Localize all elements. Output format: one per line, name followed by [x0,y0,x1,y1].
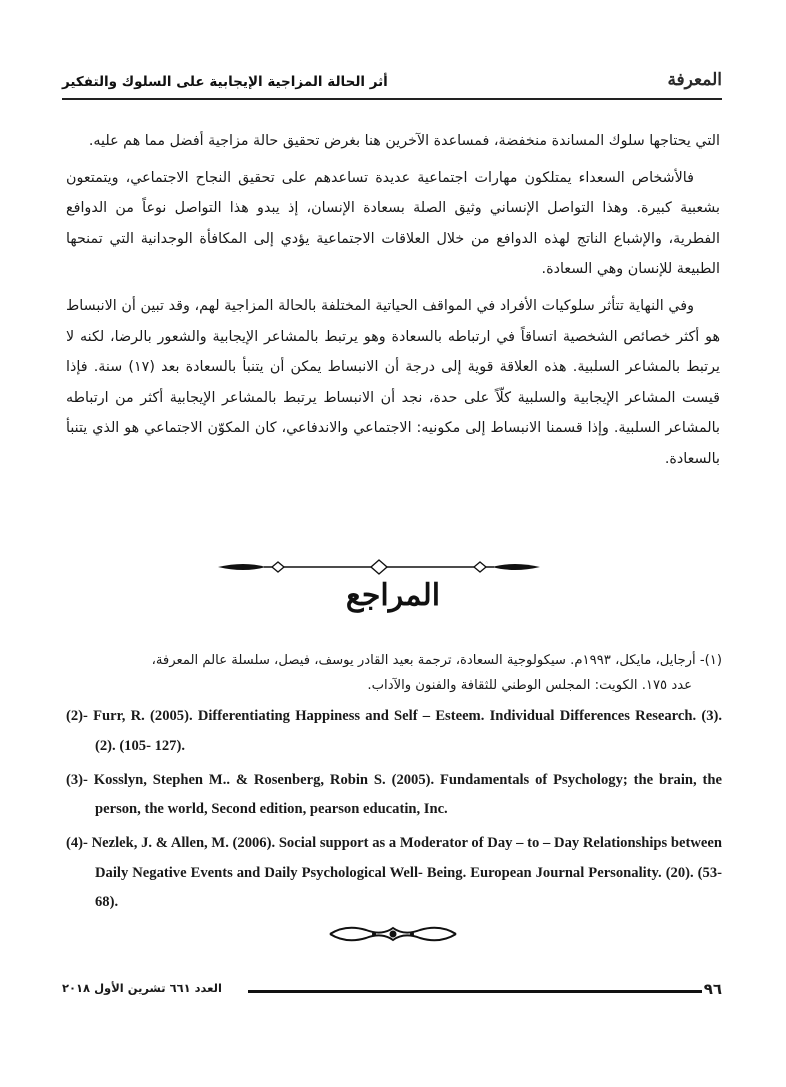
references-heading: المراجع [345,578,441,613]
issue-info: العدد ٦٦١ تشرين الأول ٢٠١٨ [62,981,222,995]
magazine-logo: المعرفة [667,70,722,90]
page-number: ٩٦ [703,980,722,998]
reference-item: (4)- Nezlek, J. & Allen, M. (2006). Social support as a Moderator of Day – to – Day Relationships between Daily Negative Events and Daily Psychological Well- Being. European Journal Personality. (20). (53- 68). [66,835,722,910]
reference-item: (3)- Kosslyn, Stephen M.. & Rosenberg, Robin S. (2005). Fundamentals of Psychology; the brain, the person, the world, Second edition, pearson educatin, Inc. [66,771,722,817]
paragraph: وفي النهاية تتأثر سلوكيات الأفراد في المواقف الحياتية المختلفة بالحالة المزاجية لهم، وقد تبين أن الانبساط هو أكثر خصائص الشخصية اتساقاً في ارتباطه بالسعادة وهو يرتبط بالمشاعر الإيجابية والشعور بالرضا، لكنه لا يرتبط بالمشاعر السلبية. هذه العلاقة قوية إلى درجة أن الانبساط يمكن أن يتنبأ بالسعادة بعد (١٧) سنة. فإذا قيست المشاعر الإيجابية والسلبية كلّاً على حدة، نجد أن الانبساط يرتبط بالمشاعر الإيجابية أكثر من ارتباطه بالمشاعر السلبية. وإذا قسمنا الانبساط إلى مكونيه: الاجتماعي والاندفاعي، كان المكوّن الاجتماعي هو الذي يتنبأ بالسعادة. [66,297,720,467]
end-ornament [326,920,460,948]
reference-line: (١)- أرجايل، مايكل، ١٩٩٣م. سيكولوجية السعادة، ترجمة بعيد القادر يوسف، فيصل، سلسلة عالم المعرفة، [151,653,722,668]
header-divider [62,98,722,100]
paragraph: فالأشخاص السعداء يمتلكون مهارات اجتماعية عديدة تساعدهم على تحقيق النجاح الاجتماعي، ويتمتعون بشعبية كبيرة. وهذا التواصل الإنساني وثيق الصلة بسعادة الإنسان، إذ يبدو هذا التواصل نوعاً من الدوافع الفطرية، والإشباع الناتج لهذه الدوافع من خلال العلاقات الاجتماعية يؤدي إلى المكافأة الوجدانية التي تمنحها الطبيعة للإنسان وهي السعادة. [66,169,720,278]
page-footer [62,980,722,1004]
reference-item: (2)- Furr, R. (2005). Differentiating Happiness and Self – Esteem. Individual Differences Research. (3). (2). (105- 127). [66,708,722,754]
reference-line: عدد ١٧٥. الكويت: المجلس الوطني للثقافة والفنون والآداب. [367,678,692,693]
paragraph: التي يحتاجها سلوك المساندة منخفضة، فمساعدة الآخرين هنا بغرض تحقيق حالة مزاجية أفضل مما هم عليه. [88,133,720,149]
references-list [66,702,722,922]
running-title: أثر الحالة المزاجية الإيجابية على السلوك والتفكير [62,74,388,90]
footer-divider [248,990,702,993]
article-body [66,126,720,481]
page-header [62,64,722,100]
reference-arabic [66,648,722,698]
section-ornament [214,556,544,578]
